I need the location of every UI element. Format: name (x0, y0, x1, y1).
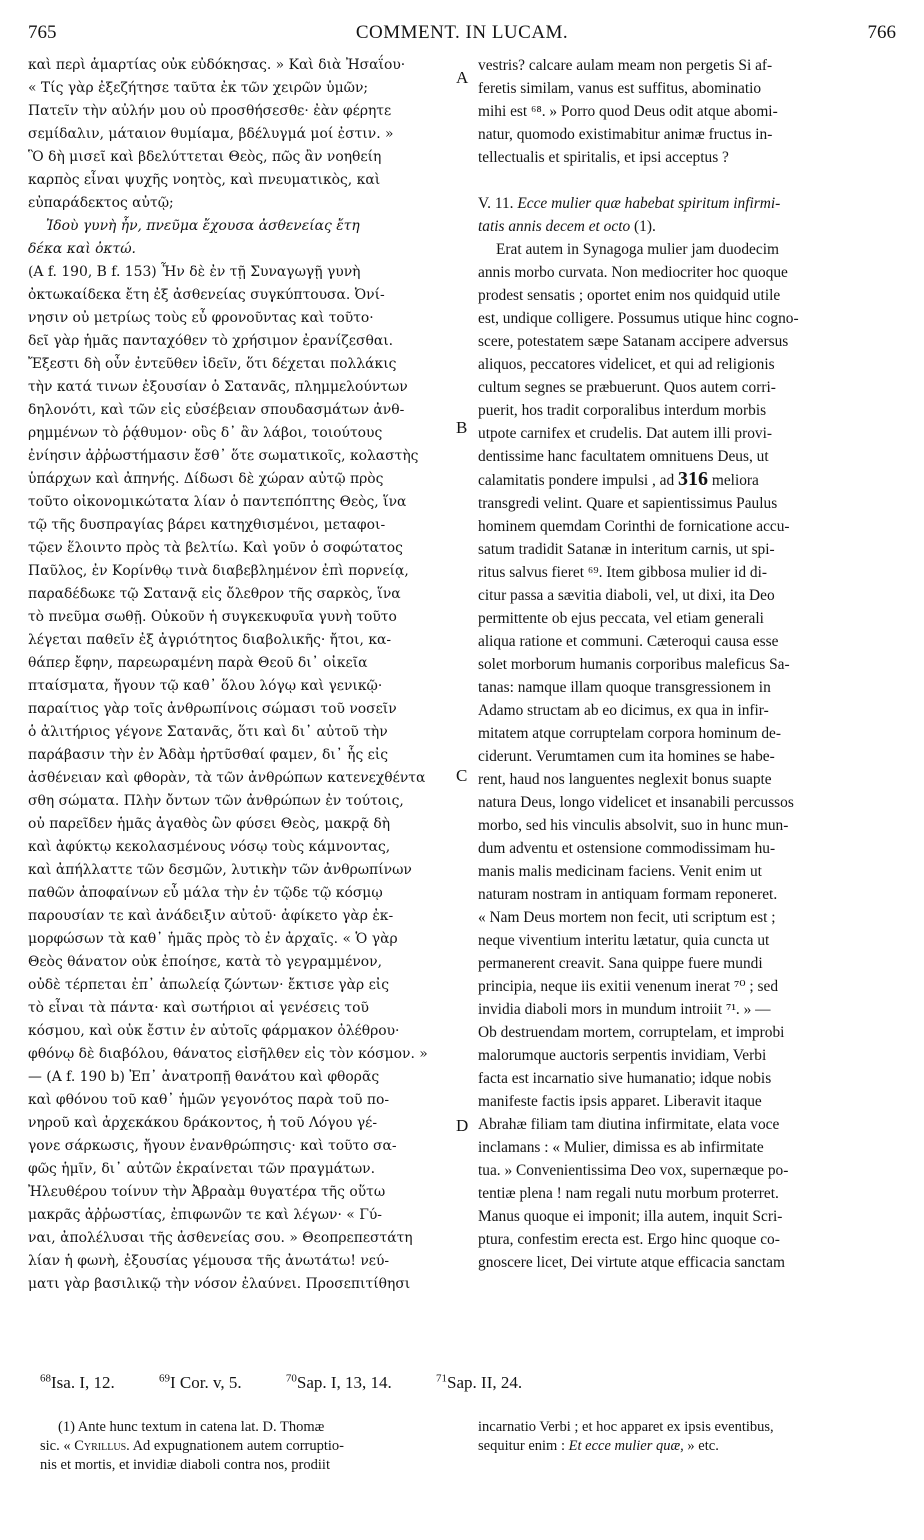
latin-text-line: cultum segnes se præbuerunt. Quos autem corri- (478, 379, 776, 396)
greek-text-line: ὑπάρχων καὶ ἀπηνής. Δίδωσι δὲ χώραν αὐτῷ πρὸς (28, 471, 384, 487)
greek-paragraph-2 (28, 261, 452, 1296)
greek-verse (28, 215, 452, 238)
greek-text-line: (A f. 190, B f. 153) Ἦν δὲ ἐν τῇ Συναγωγῇ γυνὴ (28, 264, 361, 280)
latin-text-line: manis malis medicinam faciens. Venit enim ut (478, 863, 762, 880)
greek-text-line: εὐπαράδεκτος αὐτῷ; (28, 195, 174, 211)
latin-text-line: permanerent creavit. Sana quippe fuere mundi (478, 955, 763, 972)
latin-text-line: hominem quemdam Corinthi de fornicatione accu- (478, 518, 790, 535)
latin-paragraph-2b (478, 492, 898, 1274)
greek-text-line: σεμίδαλιν, μάταιον θυμίαμα, βδέλυγμά μοί ἐστιν. » (28, 126, 394, 142)
latin-text-line: morbo, sed his vinculis absolvit, suo in hunc mun- (478, 817, 789, 834)
latin-column (478, 54, 898, 1274)
greek-text-line: δηλονότι, καὶ τῶν εἰς εὐσέβειαν σπουδασμάτων ἀνθ- (28, 402, 405, 418)
latin-paragraph-1 (478, 54, 898, 169)
greek-text-line: φῶς ἡμῖν, δι᾽ αὐτῶν ἐκραίνεται τῶν πραγμάτων. (28, 1161, 376, 1177)
latin-text-line: mihi est ⁶⁸. » Porro quod Deus odit atque abomi- (478, 103, 778, 120)
footnote-line-1: (1) Ante hunc textum in catena lat. D. Thomæ (58, 1419, 325, 1435)
verse-text-2: tatis annis decem et octo (478, 218, 631, 235)
greek-text-line: καὶ περὶ ἁμαρτίας οὐκ εὐδόκησας. » Καὶ διὰ Ἠσαΐου· (28, 57, 406, 73)
running-title: COMMENT. IN LUCAM. (355, 22, 569, 43)
greek-text-line: μορφώσων τὰ καθ᾽ ἡμᾶς πρὸς τὸ ἐν ἀρχαῖς. « Ὁ γὰρ (28, 931, 398, 947)
greek-verse-line-1: Ἰδοὺ γυνὴ ἦν, πνεῦμα ἔχουσα ἀσθενείας ἔτη (46, 218, 360, 234)
verse-text-1: Ecce mulier quæ habebat spiritum infirmi- (517, 195, 781, 212)
latin-text-line: inclamans : « Mulier, dimissa es ab infirmitate (478, 1139, 764, 1156)
latin-line-post: meliora (708, 472, 759, 489)
margin-letter-c: C (456, 766, 468, 785)
greek-text-line: γονε σάρκωσις, ἤγουν ἐνανθρώπησις· καὶ τοῦτο σα- (28, 1138, 397, 1154)
greek-text-line: τῷ τῆς δυσπραγίας βάρει κατηχθισμένοι, μεταφοι- (28, 517, 386, 533)
greek-text-line: νησιν οὐ μετρίως τοὺς εὖ φρονοῦντας καὶ τοῦτο· (28, 310, 374, 326)
latin-line-pre: calamitatis pondere impulsi , ad (478, 472, 679, 489)
greek-text-line: Πατεῖν τὴν αὐλήν μου οὐ προσθήσεσθε· ἐὰν φέρητε (28, 103, 392, 119)
latin-text-line: neque viventium interitu lætatur, quia cuncta ut (478, 932, 770, 949)
latin-verse-line-1 (478, 192, 898, 215)
latin-text-line: manifeste factis ipsis apparet. Liberavit itaque (478, 1093, 762, 1110)
latin-text-line: tua. » Convenientissima Deo vox, supernæque po- (478, 1162, 789, 1179)
greek-text-line: ὀκτωκαίδεκα ἔτη ἐξ ἀσθενείας συγκύπτουσα. Ὀνί- (28, 287, 385, 303)
latin-text-line: scere, potestatem sæpe Satanam accipere adversus (478, 333, 789, 350)
latin-paragraph-first-line: Erat autem in Synagoga mulier jam duodecim (496, 241, 779, 258)
greek-text-line: ἐνίησιν ἀῤῥωστήμασιν ἔσθ᾽ ὅτε σωματικοῖς, κολαστὴς (28, 448, 419, 464)
footnote-line-2: sic. « Cyrillus. Ad expugnationem autem corruptio- (40, 1438, 344, 1454)
latin-text-line: rent, haud nos languentes neglexit bonus suapte (478, 771, 772, 788)
latin-text-line: « Nam Deus mortem non fecit, uti scriptum est ; (478, 909, 776, 926)
greek-text-line: οὐδὲ τέρπεται ἐπ᾽ ἀπωλείᾳ ζώντων· ἔκτισε γὰρ εἰς (28, 977, 389, 993)
latin-text-line: natur, quomodo existimabitur animæ fructus in- (478, 126, 773, 143)
greek-text-line: παθῶν ἀποφαίνων εὖ μάλα τὴν ἐν τῷδε τῷ κόσμῳ (28, 885, 383, 901)
reference-70: $^{70}$Sap. I, 13, 14. (285, 1372, 392, 1392)
latin-text-line: dum adventu et ostensione commodissimam hu- (478, 840, 776, 857)
latin-text-line: aliqua ratione et communi. Cæteroqui causa esse (478, 633, 779, 650)
latin-text-line: Adamo structam ab eo dicimus, ex qua in infir- (478, 702, 769, 719)
footnote-left (40, 1418, 460, 1475)
greek-text-line: Θεὸς θάνατον οὐκ ἐποίησε, κατὰ τὸ γεγραμμένον, (28, 954, 383, 970)
footnote-right-line-2: sequitur enim : Et ecce mulier quæ, » etc. (478, 1438, 719, 1454)
greek-text-line: — (A f. 190 b) Ἐπ᾽ ἀνατροπῇ θανάτου καὶ φθορᾶς (28, 1069, 380, 1085)
greek-text-line: καὶ ἀπήλλαττε τῶν δεσμῶν, λυτικὴν τῶν ἀνθρωπίνων (28, 862, 412, 878)
greek-text-line: τὸ πνεῦμα σωθῇ. Οὐκοῦν ἡ συγκεκυφυῖα γυνὴ τοῦτο (28, 609, 397, 625)
column-number-marker: 316 (678, 468, 709, 490)
scripture-references (40, 1372, 900, 1393)
latin-text-line: solet morborum humanis corporibus maleficus Sa- (478, 656, 790, 673)
margin-letter-d: D (456, 1116, 469, 1135)
latin-text-line: feretis similam, vanus est suffitus, abominatio (478, 80, 762, 97)
reference-71: $^{71}$Sap. II, 24. (436, 1372, 523, 1392)
latin-bold-number-line (478, 468, 898, 492)
latin-text-line: tentiæ plena ! nam regali nutu morbum proterret. (478, 1185, 779, 1202)
right-page-number: 766 (867, 22, 896, 43)
greek-text-line: σθη σώματα. Πλὴν ὄντων τῶν ἀνθρώπων ἐν τούτοις, (28, 793, 404, 809)
greek-text-line: λίαν ἡ φωνὴ, ἐξουσίας γέμουσα τῆς ἀνωτάτω! νεύ- (28, 1253, 390, 1269)
latin-paragraph-2a (478, 261, 898, 468)
greek-text-line: παράβασιν τὴν ἐν Ἀδὰμ ἠρτῦσθαί φαμεν, δι᾽ ἧς εἰς (28, 747, 389, 763)
latin-text-line: natura Deus, longo videlicet et insanabili percussos (478, 794, 794, 811)
verse-number: V. 11. (478, 195, 514, 212)
greek-paragraph-1 (28, 54, 452, 215)
greek-text-line: νηροῦ καὶ ἀρχεκάκου δράκοντος, ἡ τοῦ Λόγου γέ- (28, 1115, 378, 1131)
greek-text-line: φθόνῳ δὲ διαβόλου, θάνατος εἰσῆλθεν εἰς τὸν κόσμον. » (28, 1046, 428, 1062)
greek-text-line: Ἠλευθέρου τοίνυν τὴν Ἀβραὰμ θυγατέρα τῆς οὕτω (28, 1184, 386, 1200)
latin-text-line: tellectualis et spiritalis, et ipsi acceptus ? (478, 149, 729, 166)
page-header (28, 22, 896, 52)
greek-text-line: ἀσθένειαν καὶ φθορὰν, τὰ τῶν ἀνθρώπων κατενεχθέντα (28, 770, 426, 786)
greek-text-line: Ἔξεστι δὴ οὖν ἐντεῦθεν ἰδεῖν, ὅτι δέχεται πολλάκις (28, 356, 397, 372)
latin-text-line: satum tradidit Satanæ in interitum carnis, ut spi- (478, 541, 775, 558)
latin-text-line: gnoscere licet, Dei virtute atque efficacia sanctam (478, 1254, 785, 1271)
left-page-number: 765 (28, 22, 57, 43)
latin-text-line: puerit, hos tradit corporalibus interdum morbis (478, 402, 767, 419)
footnote-right-line-1: incarnatio Verbi ; et hoc apparet ex ipsis eventibus, (478, 1419, 774, 1435)
greek-text-line: Ὃ δὴ μισεῖ καὶ βδελύττεται Θεὸς, πῶς ἂν νοηθείη (28, 149, 382, 165)
greek-text-line: μακρᾶς ἀῤῥωστίας, ἐπιφωνῶν τε καὶ λέγων· « Γύ- (28, 1207, 383, 1223)
greek-text-line: κόσμου, καὶ οὐκ ἔστιν ἐν αὐτοῖς φάρμακον ὀλέθρου· (28, 1023, 400, 1039)
margin-letter-b: B (456, 418, 468, 437)
greek-text-line: « Τίς γὰρ ἐξεζήτησε ταῦτα ἐκ τῶν χειρῶν ὑμῶν; (28, 80, 369, 96)
latin-text-line: utpote carnifex et crudelis. Dat autem illi provi- (478, 425, 773, 442)
greek-text-line: παρουσίαν τε καὶ ἀνάδειξιν αὐτοῦ· ἀφίκετο γὰρ ἐκ- (28, 908, 394, 924)
latin-text-line: vestris? calcare aulam meam non pergetis Si af- (478, 57, 773, 74)
greek-text-line: λέγεται παθεῖν ἐξ ἀγριότητος διαβολικῆς· ἤτοι, κα- (28, 632, 392, 648)
latin-text-line: permittente ob ejus peccata, vel etiam generali (478, 610, 764, 627)
greek-text-line: τῷεν ἕλοιντο πρὸς τὰ βελτίω. Καὶ γοῦν ὁ σοφώτατος (28, 540, 403, 556)
latin-text-line: ritus salvus fieret ⁶⁹. Item gibbosa mulier id di- (478, 564, 767, 581)
latin-text-line: invidia diaboli mors in mundum introiit ⁷¹. » — (478, 1001, 771, 1018)
latin-text-line: facta est incarnatio sive humanatio; idque nobis (478, 1070, 772, 1087)
verse-footnote-mark: (1). (630, 218, 656, 235)
greek-text-line: καὶ ἀφύκτῳ κεκολασμένους νόσῳ τοὺς κάμνοντας, (28, 839, 391, 855)
greek-text-line: δεῖ γὰρ ἡμᾶς πανταχόθεν τὸ χρήσιμον ἐρανίζεσθαι. (28, 333, 394, 349)
greek-text-line: παραδέδωκε τῷ Σατανᾷ εἰς ὄλεθρον τῆς σαρκὸς, ἵνα (28, 586, 401, 602)
latin-text-line: aliquos, peccatores videlicet, et qui ad religionis (478, 356, 775, 373)
greek-column (28, 54, 452, 1296)
footnote-right (478, 1418, 898, 1456)
latin-text-line: Manus quoque ei imponit; illa autem, inquit Scri- (478, 1208, 783, 1225)
latin-text-line: dentissime hanc facultatem omnituens Deus, ut (478, 448, 769, 465)
latin-text-line: citur passa a sævitia diaboli, vel, ut dixi, ita Deo (478, 587, 775, 604)
latin-text-line: annis morbo curvata. Non mediocriter hoc quoque (478, 264, 788, 281)
greek-text-line: οὐ παρεῖδεν ἡμᾶς ἀγαθὸς ὢν φύσει Θεὸς, μακρᾷ δὴ (28, 816, 391, 832)
greek-text-line: Παῦλος, ἐν Κορίνθῳ τινὰ διαβεβλημένον ἐπὶ πορνείᾳ, (28, 563, 409, 579)
greek-text-line: τὸ εἶναι τὰ πάντα· καὶ σωτήριοι αἱ γενέσεις τοῦ (28, 1000, 369, 1016)
greek-text-line: πταίσματα, ἤγουν τῷ καθ᾽ ὅλου λόγῳ καὶ γενικῷ· (28, 678, 383, 694)
author-name: Cyrillus (74, 1438, 127, 1454)
greek-text-line: τὴν κατά τινων ἐξουσίαν ὁ Σατανᾶς, πλημμελούντων (28, 379, 408, 395)
latin-text-line: ptura, confestim erecta est. Ergo hinc quoque co- (478, 1231, 780, 1248)
latin-text-line: Ob destruendam mortem, corruptelam, et improbi (478, 1024, 785, 1041)
greek-text-line: ναι, ἀπολέλυσαι τῆς ἀσθενείας σου. » Θεοπρεπεστάτη (28, 1230, 413, 1246)
latin-text-line: Abrahæ filiam tam diutina infirmitate, elata voce (478, 1116, 780, 1133)
greek-text-line: τοῦτο οἰκονομικώτατα λίαν ὁ παντεπόπτης Θεὸς, ἵνα (28, 494, 407, 510)
greek-text-line: ρημμένων τὸ ῥᾴθυμον· οὓς δ᾽ ἂν λάβοι, τοιούτους (28, 425, 383, 441)
footnote-line-3: nis et mortis, et invidiæ diaboli contra nos, prodiit (40, 1457, 330, 1473)
latin-text-line: ciderunt. Verumtamen cum ita homines se habe- (478, 748, 775, 765)
greek-verse-line-2: δέκα καὶ ὀκτώ. (28, 241, 136, 257)
latin-text-line: tanas: namque illam quoque transgressionem in (478, 679, 771, 696)
greek-text-line: ματι γὰρ βασιλικῷ τὴν νόσον ἐλαύνει. Προσεπιτίθησι (28, 1276, 411, 1292)
latin-text-line: malorumque auctoris serpentis invidiam, Verbi (478, 1047, 767, 1064)
reference-69: $^{69}$I Cor. v, 5. (158, 1372, 242, 1392)
latin-text-line: naturam nostram in antiquam formam reponeret. (478, 886, 778, 903)
greek-text-line: παραίτιος γὰρ τοῖς ἀνθρωπίνοις σώμασι τοῦ νοσεῖν (28, 701, 397, 717)
greek-text-line: καὶ φθόνου τοῦ καθ᾽ ἡμῶν γεγονότος παρὰ τοῦ πο- (28, 1092, 390, 1108)
reference-68: $^{68}$Isa. I, 12. (40, 1372, 115, 1392)
latin-text-line: principia, neque iis exitii venenum inerat ⁷⁰ ; sed (478, 978, 779, 995)
latin-text-line: transgredi velint. Quare et sapientissimus Paulus (478, 495, 778, 512)
latin-text-line: mitatem atque corruptelam corpora hominum de- (478, 725, 782, 742)
latin-text-line: est, undique colligere. Possumus utique hinc cogno- (478, 310, 799, 327)
latin-text-line: prodest sensatis ; oportet enim nos quidquid utile (478, 287, 781, 304)
greek-text-line: ὁ ἀλιτήριος γέγονε Σατανᾶς, ὅτι καὶ δι᾽ αὐτοῦ τὴν (28, 724, 388, 740)
greek-text-line: θάπερ ἔφην, παρεωραμένη παρὰ Θεοῦ δι᾽ οἰκεῖα (28, 655, 368, 671)
greek-text-line: καρπὸς εἶναι ψυχῆς νοητὸς, καὶ πνευματικὸς, καὶ (28, 172, 381, 188)
latin-verse-line-2 (478, 215, 898, 238)
margin-letter-a: A (456, 68, 469, 87)
